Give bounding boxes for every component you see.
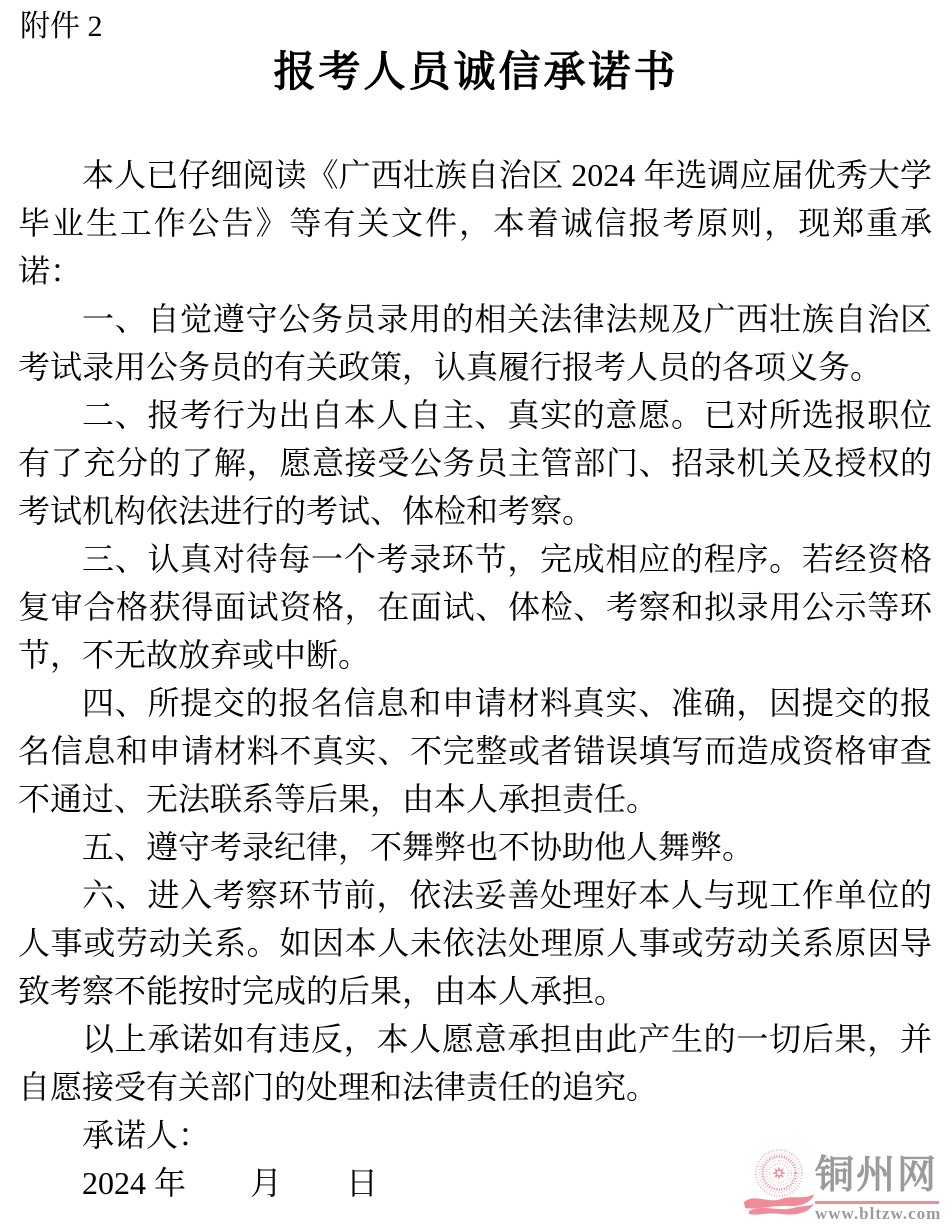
page-title: 报考人员诚信承诺书 bbox=[273, 48, 679, 95]
paragraph-item-1: 一、自觉遵守公务员录用的相关法律法规及广西壮族自治区考试录用公务员的有关政策，认真履行报考人员的各项义务。 bbox=[18, 301, 932, 385]
paragraph-item-6: 六、进入考察环节前，依法妥善处理好本人与现工作单位的人事或劳动关系。如因本人未依法处理原人事或劳动关系原因导致考察不能按时完成的后果，由本人承担。 bbox=[18, 877, 932, 1009]
paragraph-item-3: 三、认真对待每一个考录环节，完成相应的程序。若经资格复审合格获得面试资格，在面试、体检、考察和拟录用公示等环节，不无故放弃或中断。 bbox=[18, 541, 932, 673]
paragraph-intro: 本人已仔细阅读《广西壮族自治区 2024 年选调应届优秀大学毕业生工作公告》等有关文件，本着诚信报考原则，现郑重承诺： bbox=[18, 157, 932, 289]
paragraph-item-5: 五、遵守考录纪律，不舞弊也不协助他人舞弊。 bbox=[82, 829, 755, 865]
document-body bbox=[18, 151, 932, 1207]
signature-date-line: 2024 年 月 日 bbox=[82, 1165, 379, 1201]
paragraph-item-2: 二、报考行为出自本人自主、真实的意愿。已对所选报职位有了充分的了解，愿意接受公务员主管部门、招录机关及授权的考试机构依法进行的考试、体检和考察。 bbox=[18, 397, 932, 529]
attachment-label: 附件 2 bbox=[20, 10, 103, 43]
paragraph-closing: 以上承诺如有违反，本人愿意承担由此产生的一切后果，并自愿接受有关部门的处理和法律责任的追究。 bbox=[18, 1021, 932, 1105]
watermark-site-url: www.bltzw.com bbox=[815, 1204, 942, 1223]
signer-label: 承诺人： bbox=[82, 1117, 211, 1153]
paragraph-item-4: 四、所提交的报名信息和申请材料真实、准确，因提交的报名信息和申请材料不真实、不完整或者错误填写而造成资格审查不通过、无法联系等后果，由本人承担责任。 bbox=[18, 685, 932, 817]
watermark-site-name: 铜州网 bbox=[815, 1154, 939, 1197]
